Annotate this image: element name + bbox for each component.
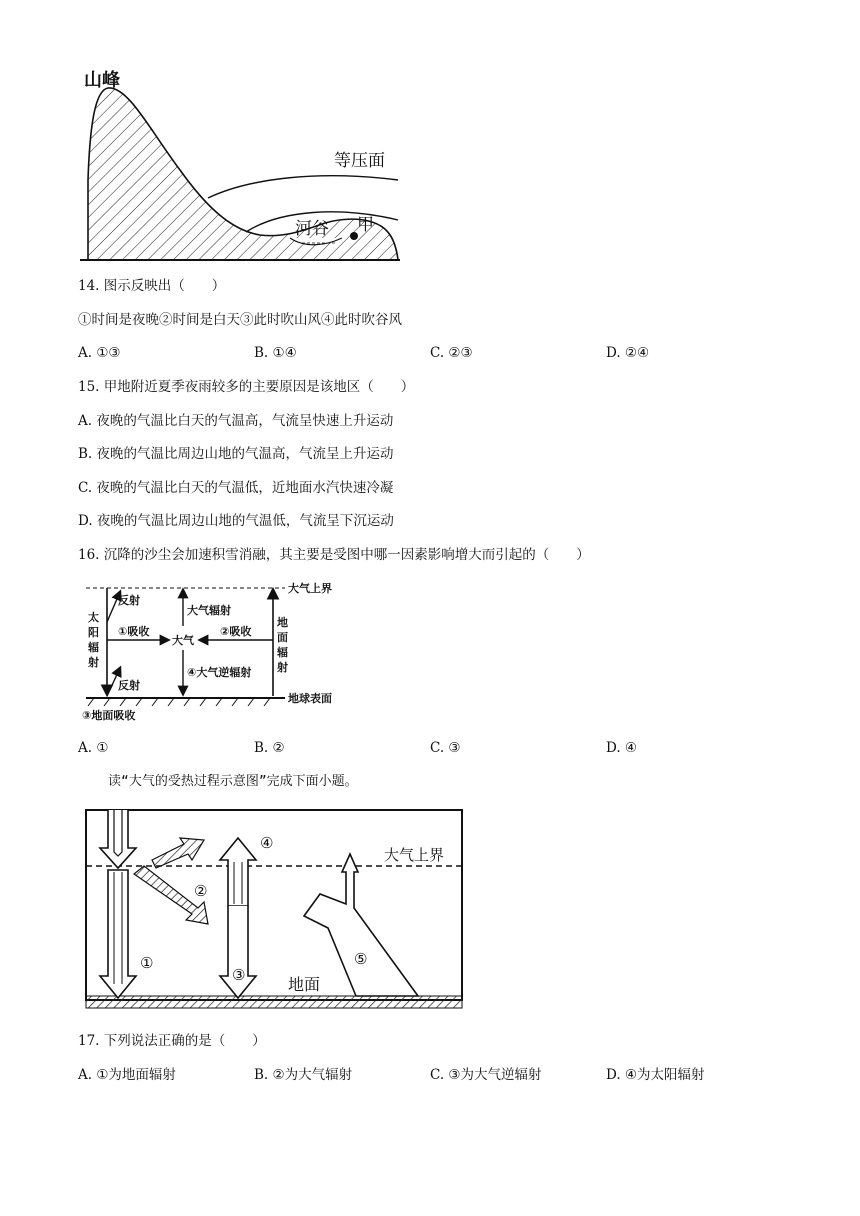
point-jia-label: 甲 [357,215,374,235]
isobar-label: 等压面 [334,151,385,171]
atmosphere-label: 大气 [172,634,194,647]
ground-absorb-label: ③地面吸收 [82,709,136,722]
q17-option-b: B. ②为大气辐射 [254,1067,353,1083]
q17-stem: 17. 下列说法正确的是（ ） [78,1033,266,1049]
q14-statements: ①时间是夜晚②时间是白天③此时吹山风④此时吹谷风 [78,312,402,328]
isobar-upper [208,176,398,198]
solar-char-3: 辐 [88,641,99,654]
solar-char-2: 阳 [88,626,99,639]
q14-option-d: D. ②④ [606,345,650,361]
ground-char-1: 地 [277,616,288,629]
mountain-valley-figure [80,60,410,270]
solar-arrow-outer [100,810,136,868]
ground-char-4: 射 [277,661,288,674]
label-5: ⑤ [354,950,368,968]
heating-process-figure [84,808,466,1012]
arrow-3-down [220,906,256,998]
q14-option-c: C. ②③ [430,345,473,361]
solar-char-1: 太 [88,611,99,624]
q15-option-a: A. 夜晚的气温比白天的气温高，气流呈快速上升运动 [78,413,394,429]
q15-stem: 15. 甲地附近夏季夜雨较多的主要原因是该地区（ ） [78,379,415,395]
atmo-radiation-label: 大气辐射 [187,604,231,617]
q16-option-b: B. ② [254,740,285,756]
valley-label: 河谷 [295,219,329,239]
arrow-1 [100,870,136,998]
arrow-5 [304,854,418,996]
ground-char-3: 辐 [277,646,288,659]
q15-option-c: C. 夜晚的气温比白天的气温低，近地面水汽快速冷凝 [78,480,394,496]
reflected-arrow [152,838,204,868]
q16-option-d: D. ④ [606,740,638,756]
q16-stem: 16. 沉降的沙尘会加速积雪消融，其主要是受图中哪一因素影响增大而引起的（ ） [78,547,590,563]
q14-option-a: A. ①③ [78,345,121,361]
surface-hatching [88,698,270,706]
ground-text: 地面 [288,975,321,994]
q17-option-c: C. ③为大气逆辐射 [430,1067,542,1083]
q14-option-b: B. ①④ [254,345,297,361]
label-2: ② [194,882,208,900]
q16-option-a: A. ① [78,740,109,756]
arrow-4-up [220,838,256,906]
ground-strip [86,996,462,1008]
q16-option-c: C. ③ [430,740,461,756]
reflect-bottom-label: 反射 [118,679,140,692]
earth-surface-label: 地球表面 [288,692,332,705]
q17-option-d: D. ④为太阳辐射 [606,1067,705,1083]
reflect-top-label: 反射 [118,594,140,607]
q14-stem: 14. 图示反映出（ ） [78,278,226,294]
q15-option-b: B. 夜晚的气温比周边山地的气温高，气流呈上升运动 [78,446,394,462]
absorb2-label: ②吸收 [220,625,252,638]
atmosphere-top-label: 大气上界 [288,582,332,595]
q17-option-a: A. ①为地面辐射 [78,1067,176,1083]
heat-budget-figure [80,576,350,726]
intro-text: 读“大气的受热过程示意图”完成下面小题。 [108,774,358,789]
peak-label: 山峰 [84,70,120,91]
ground-char-2: 面 [277,631,288,644]
label-4: ④ [260,834,274,852]
label-1: ① [140,954,154,972]
label-3: ③ [232,966,246,984]
counter-radiation-label: ④大气逆辐射 [187,666,252,679]
atmosphere-top-text: 大气上界 [384,846,445,864]
q15-option-d: D. 夜晚的气温比周边山地的气温低，气流呈下沉运动 [78,513,394,529]
absorb1-label: ①吸收 [118,625,150,638]
solar-char-4: 射 [88,656,99,669]
